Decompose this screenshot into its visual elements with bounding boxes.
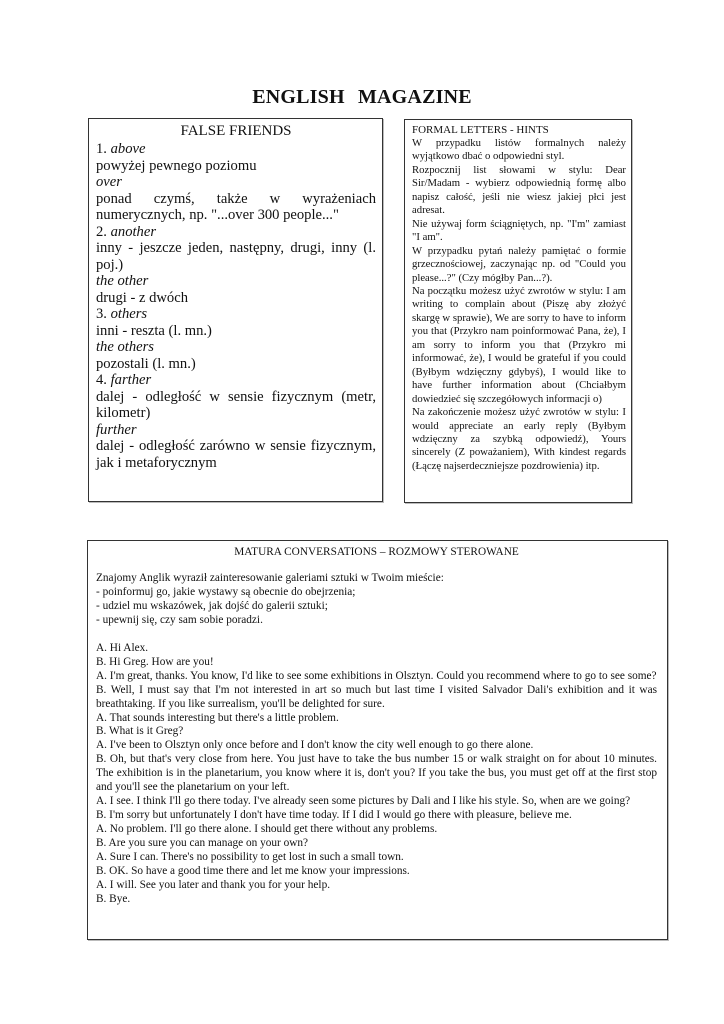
spacer	[96, 628, 657, 642]
false-friend-entry	[96, 224, 376, 241]
entry-number: 1.	[96, 141, 107, 157]
dialogue-line: B. Hi Greg. How are you!	[96, 655, 214, 668]
polish-meaning: powyżej pewnego poziomu	[96, 157, 257, 174]
hint-paragraph: Na zakończenie możesz użyć zwrotów w stylu: I would appreciate an early reply (Byłbym wdzięczny za szybką odpowiedź), Yours sincerely (Z poważaniem), With kindest regards (Łączę najserdeczniejsze pozdrowienia) itp.	[412, 406, 626, 472]
entry-number: 2.	[96, 223, 107, 240]
matura-dialogue	[96, 642, 657, 907]
matura-conversations-box	[87, 540, 668, 940]
dialogue-line: A. Sure I can. There's no possibility to get lost in such a small town.	[96, 851, 404, 864]
formal-letters-heading: FORMAL LETTERS - HINTS	[412, 124, 549, 136]
polish-meaning: inny - jeszcze jeden, następny, drugi, inny (l. poj.)	[96, 240, 376, 273]
english-word: farther	[110, 372, 152, 388]
hint-paragraph: Na początku możesz użyć zwrotów w stylu: I am writing to complain about (Piszę aby złożyć skargę w sprawie), We are sorry to have to inform you that (Przykro nam poinformować Pana, że), I am sorry to inform you that (Przykro mi informować, że), I would be grateful if you could (Byłbym wdzięczny gdybyś), I would like to have further information about (Chciałbym dowiedzieć się szczegółowych informacji o)	[412, 284, 626, 405]
dialogue-line: B. Oh, but that's very close from here. You just have to take the bus number 15 or walk straight on for about 10 minutes. The exhibition is in the planetarium, you know where it is, don't you? If you take the bus, you must get off at the first stop and you'll see the planetarium on your left.	[96, 753, 657, 794]
polish-meaning: ponad czymś, także w wyrażeniach numerycznych, np. "...over 300 people..."	[96, 190, 376, 223]
instruction-line: Znajomy Anglik wyraził zainteresowanie galeriami sztuki w Twoim mieście:	[96, 572, 444, 584]
instruction-line: - poinformuj go, jakie wystawy są obecnie do obejrzenia;	[96, 585, 356, 598]
english-word: others	[110, 306, 148, 322]
instruction-line: - udziel mu wskazówek, jak dojść do galerii sztuki;	[96, 599, 328, 612]
english-word: above	[110, 141, 146, 157]
hint-paragraph: W przypadku pytań należy pamiętać o formie grzecznościowej, zaczynając np. od "Could you please...?" (Czy mógłby Pan...?).	[412, 244, 626, 284]
english-word: the other	[96, 273, 149, 289]
dialogue-line: A. That sounds interesting but there's a little problem.	[96, 711, 339, 724]
polish-meaning: dalej - odległość w sensie fizycznym (metr, kilometr)	[96, 388, 376, 421]
formal-letters-body	[412, 137, 626, 473]
instruction-line: - upewnij się, czy sam sobie poradzi.	[96, 613, 263, 626]
english-word: the others	[96, 339, 154, 355]
dialogue-line: A. I'm great, thanks. You know, I'd like to see some exhibitions in Olsztyn. Could you recommend where to go to see some?	[96, 669, 657, 682]
dialogue-line: B. What is it Greg?	[96, 725, 184, 738]
matura-task-instructions	[96, 572, 657, 628]
dialogue-line: B. Bye.	[96, 892, 131, 905]
entry-number: 3.	[96, 306, 107, 322]
dialogue-line: B. Well, I must say that I'm not interested in art so much but last time I visited Salvador Dali's exhibition and it was breathtaking. If you like surrealism, you'll be delighted for sure.	[96, 683, 657, 710]
dialogue-line: B. I'm sorry but unfortunately I don't have time today. If I did I would go there with pleasure, believe me.	[96, 809, 572, 822]
entry-number: 4.	[96, 372, 107, 388]
polish-meaning: pozostali (l. mn.)	[96, 355, 196, 372]
dialogue-line: A. No problem. I'll go there alone. I should get there without any problems.	[96, 823, 438, 836]
false-friend-entry	[96, 306, 376, 323]
hint-paragraph: Nie używaj form ściągniętych, np. "I'm" zamiast "I am".	[412, 217, 626, 244]
false-friend-entry	[96, 372, 376, 389]
dialogue-line: A. I see. I think I'll go there today. I've already seen some pictures by Dali and I like his style. So, when are we going?	[96, 795, 631, 808]
english-word: further	[96, 421, 137, 438]
dialogue-line: A. Hi Alex.	[96, 641, 149, 654]
dialogue-line: B. OK. So have a good time there and let me know your impressions.	[96, 865, 410, 877]
english-word: over	[96, 174, 122, 190]
polish-meaning: drugi - z dwóch	[96, 289, 188, 306]
hint-paragraph: W przypadku listów formalnych należy wyjątkowo dbać o odpowiedni styl.	[412, 137, 626, 163]
english-word: another	[110, 223, 157, 240]
hint-paragraph: Rozpocznij list słowami w stylu: Dear Sir/Madam - wybierz odpowiednią formę albo napisz całość, jeśli nie wiesz jakiej płci jest adresat.	[412, 163, 626, 217]
formal-letters-box	[404, 119, 632, 503]
false-friends-heading: FALSE FRIENDS	[180, 123, 292, 139]
dialogue-line: A. I've been to Olsztyn only once before and I don't know the city well enough to go there alone.	[96, 739, 534, 752]
false-friends-box	[88, 118, 383, 502]
polish-meaning: dalej - odległość zarówno w sensie fizycznym, jak i metaforycznym	[96, 438, 376, 471]
page-title: ENGLISH MAGAZINE	[252, 86, 472, 108]
false-friend-entry	[96, 141, 376, 158]
dialogue-line: B. Are you sure you can manage on your own?	[96, 837, 309, 850]
dialogue-line: A. I will. See you later and thank you for your help.	[96, 878, 331, 891]
false-friends-list	[96, 141, 376, 471]
polish-meaning: inni - reszta (l. mn.)	[96, 322, 212, 339]
matura-heading: MATURA CONVERSATIONS – ROZMOWY STEROWANE	[234, 546, 519, 558]
